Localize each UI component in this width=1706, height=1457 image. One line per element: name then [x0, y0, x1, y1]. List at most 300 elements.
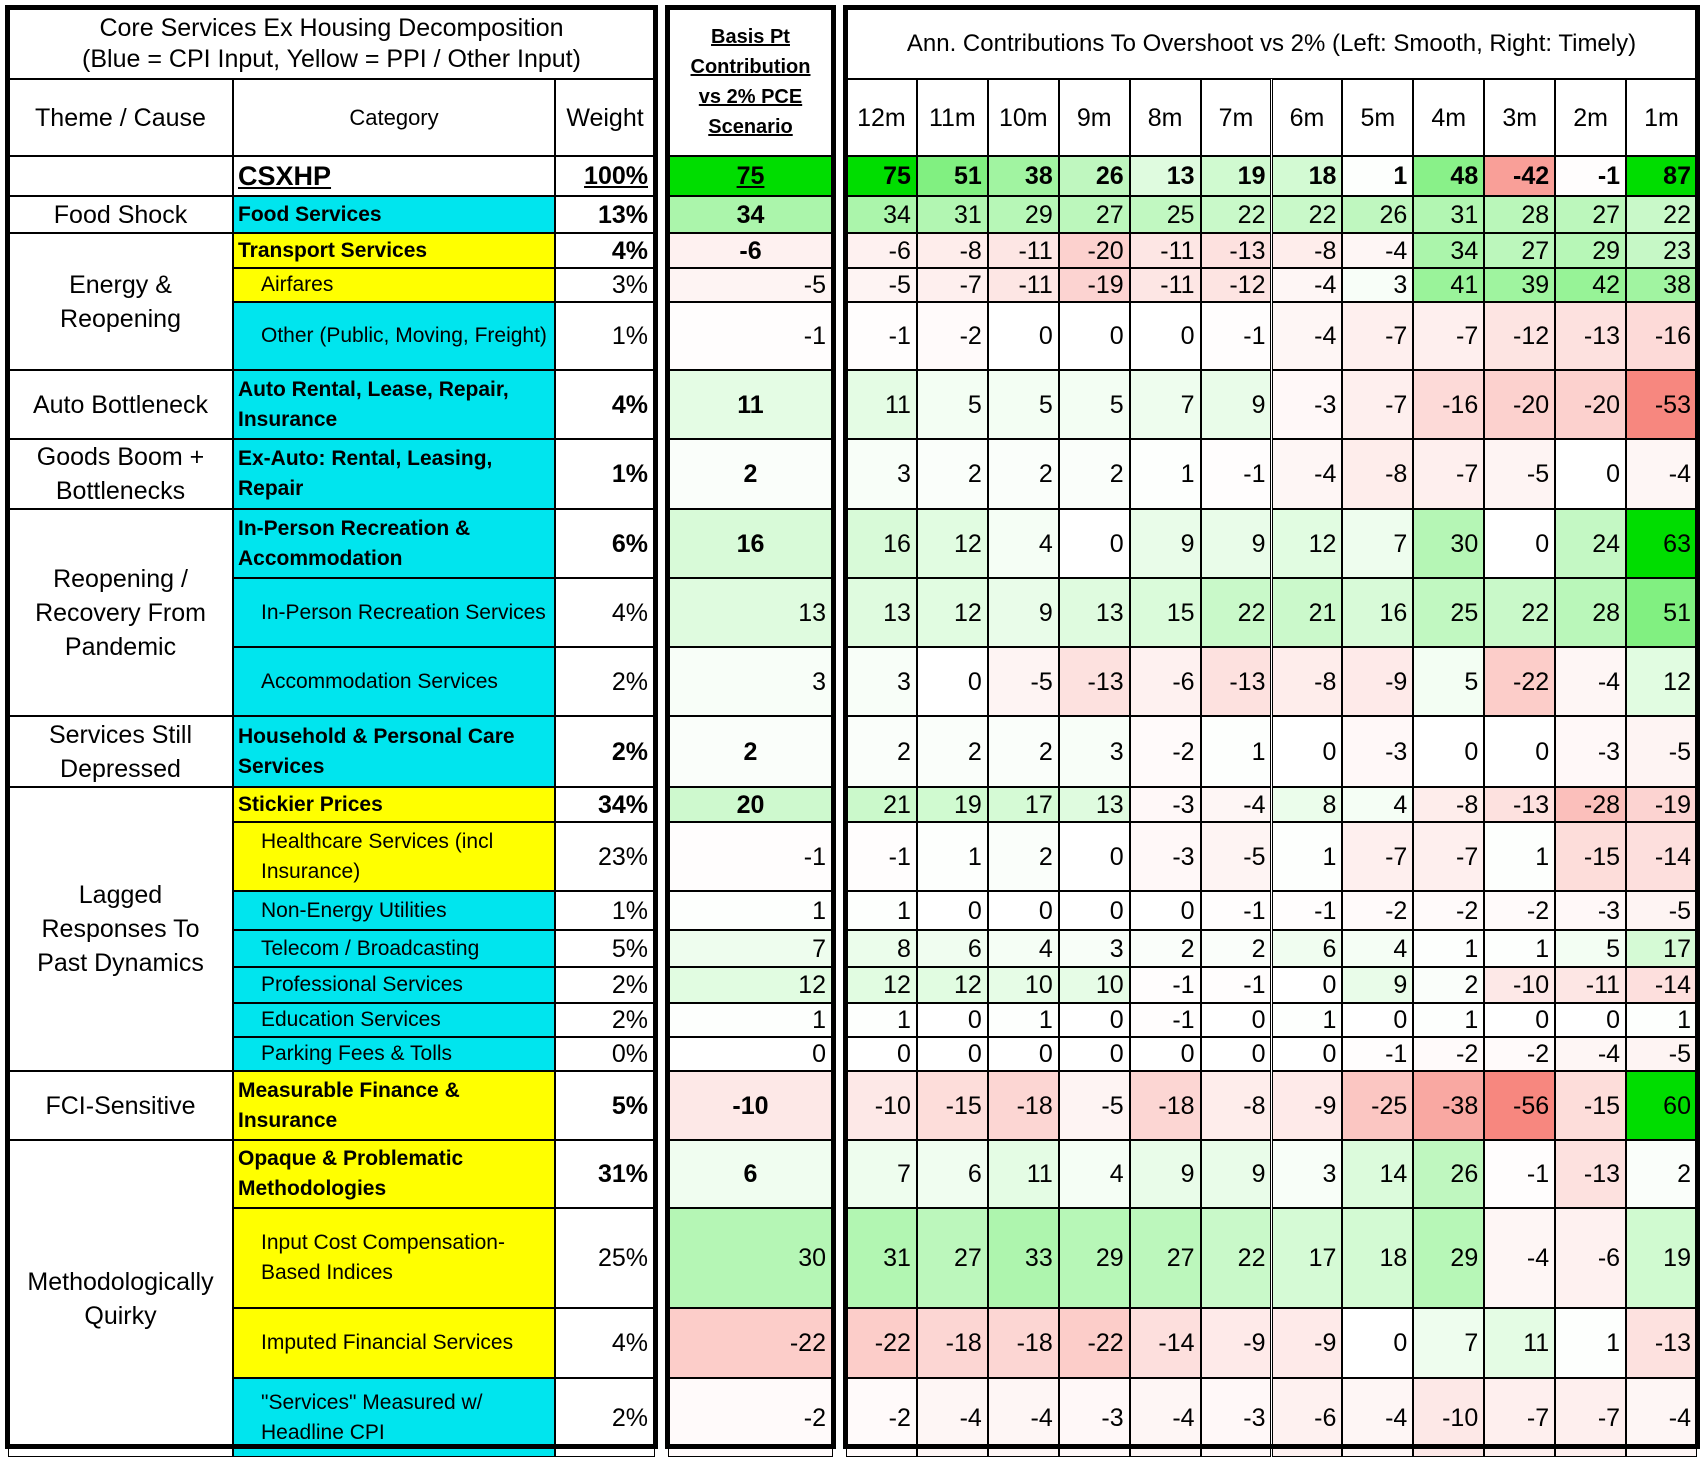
value-cell: -5 [1484, 439, 1555, 509]
value-cell: -8 [1201, 1071, 1272, 1140]
value-cell: 1 [846, 1003, 917, 1037]
value-cell: 1 [1342, 156, 1413, 196]
value-cell: 0 [1059, 822, 1130, 891]
value-cell: 18 [1272, 156, 1343, 196]
weight-cell: 3% [555, 268, 655, 302]
value-cell: 7 [1413, 1308, 1484, 1378]
value-cell: 0 [1484, 1003, 1555, 1037]
value-cell: 1 [1484, 930, 1555, 967]
value-cell: -18 [917, 1308, 988, 1378]
value-cell: 0 [1059, 509, 1130, 578]
theme-cell: Lagged Responses To Past Dynamics [8, 787, 233, 1071]
value-cell: -2 [1484, 891, 1555, 930]
value-cell: 14 [1342, 1140, 1413, 1208]
value-cell: 9 [1201, 509, 1272, 578]
theme-cell: FCI-Sensitive [8, 1071, 233, 1140]
value-cell: 25 [1413, 578, 1484, 647]
value-cell: -1 [1130, 967, 1201, 1003]
value-cell: -6 [1555, 1208, 1626, 1308]
value-cell: -8 [1342, 439, 1413, 509]
weight-cell: 2% [555, 647, 655, 716]
basis-header [668, 8, 833, 156]
basis-cell: 11 [668, 370, 833, 439]
theme-cell: Energy & Reopening [8, 233, 233, 370]
value-cell: 12 [917, 509, 988, 578]
value-cell: -18 [988, 1071, 1059, 1140]
value-cell: -2 [1413, 1037, 1484, 1071]
value-cell: 0 [1130, 302, 1201, 370]
value-cell: -18 [1130, 1071, 1201, 1140]
value-cell: -7 [1413, 439, 1484, 509]
basis-header-line: Contribution [690, 56, 811, 78]
value-cell: 22 [1201, 1208, 1272, 1308]
weight-cell: 6% [555, 509, 655, 578]
value-cell: -4 [917, 1378, 988, 1457]
weight-cell: 4% [555, 370, 655, 439]
value-cell: 2 [988, 822, 1059, 891]
weight-cell: 1% [555, 439, 655, 509]
value-cell: 0 [988, 1037, 1059, 1071]
value-cell: 1 [1130, 439, 1201, 509]
value-cell: -5 [988, 647, 1059, 716]
value-cell: 0 [917, 1003, 988, 1037]
value-cell: -2 [917, 302, 988, 370]
basis-cell: -1 [668, 822, 833, 891]
value-cell: 21 [846, 787, 917, 822]
value-cell: 9 [1130, 1140, 1201, 1208]
value-cell: 0 [1059, 1003, 1130, 1037]
period-header: 8m [1130, 79, 1201, 156]
value-cell: 2 [917, 716, 988, 787]
value-cell: 17 [1272, 1208, 1343, 1308]
value-cell: 0 [917, 1037, 988, 1071]
title-line-2: (Blue = CPI Input, Yellow = PPI / Other Input) [82, 44, 581, 73]
value-cell: 10 [988, 967, 1059, 1003]
value-cell: -22 [1484, 647, 1555, 716]
basis-cell: -1 [668, 302, 833, 370]
value-cell: 1 [1413, 1003, 1484, 1037]
value-cell: -11 [1130, 268, 1201, 302]
value-cell: -4 [1342, 233, 1413, 268]
value-cell: 29 [1059, 1208, 1130, 1308]
value-cell: -4 [1201, 787, 1272, 822]
value-cell: -1 [1342, 1037, 1413, 1071]
value-cell: 26 [1413, 1140, 1484, 1208]
value-cell: -19 [1626, 787, 1697, 822]
value-cell: -9 [1342, 647, 1413, 716]
value-cell: -7 [1484, 1378, 1555, 1457]
value-cell: 29 [988, 196, 1059, 233]
value-cell: -6 [1130, 647, 1201, 716]
value-cell: 1 [988, 1003, 1059, 1037]
value-cell: -22 [1059, 1308, 1130, 1378]
weight-cell: 13% [555, 196, 655, 233]
value-cell: 18 [1342, 1208, 1413, 1308]
category-cell: Transport Services [233, 233, 555, 268]
value-cell: -1 [1484, 1140, 1555, 1208]
weight-header: Weight [555, 79, 655, 156]
value-cell: 60 [1626, 1071, 1697, 1140]
value-cell: 29 [1413, 1208, 1484, 1308]
value-cell: -15 [1555, 1071, 1626, 1140]
value-cell: 16 [846, 509, 917, 578]
category-cell: Household & Personal Care Services [233, 716, 555, 787]
value-cell: -8 [1272, 233, 1343, 268]
value-cell: 12 [917, 967, 988, 1003]
period-header: 5m [1342, 79, 1413, 156]
table-title [8, 8, 655, 79]
value-cell: 25 [1130, 196, 1201, 233]
value-cell: 0 [1059, 1037, 1130, 1071]
value-cell: -12 [1484, 302, 1555, 370]
category-cell: Education Services [233, 1003, 555, 1037]
value-cell: 5 [1413, 647, 1484, 716]
value-cell: 9 [1342, 967, 1413, 1003]
period-header: 12m [846, 79, 917, 156]
value-cell: 1 [1484, 822, 1555, 891]
basis-header-line: Scenario [708, 116, 793, 138]
value-cell: -6 [1272, 1378, 1343, 1457]
value-cell: 2 [1626, 1140, 1697, 1208]
value-cell: 29 [1555, 233, 1626, 268]
value-cell: 19 [917, 787, 988, 822]
value-cell: 4 [1059, 1140, 1130, 1208]
value-cell: 0 [1413, 716, 1484, 787]
period-header: 3m [1484, 79, 1555, 156]
value-cell: 24 [1555, 509, 1626, 578]
value-cell: 0 [917, 647, 988, 716]
value-cell: 8 [846, 930, 917, 967]
basis-cell: 3 [668, 647, 833, 716]
value-cell: 0 [1130, 891, 1201, 930]
value-cell: -4 [1272, 439, 1343, 509]
value-cell: -6 [846, 233, 917, 268]
value-cell: 15 [1130, 578, 1201, 647]
value-cell: 1 [1626, 1003, 1697, 1037]
value-cell: -4 [1130, 1378, 1201, 1457]
category-cell: Food Services [233, 196, 555, 233]
theme-cell: Methodologically Quirky [8, 1140, 233, 1457]
value-cell: -19 [1059, 268, 1130, 302]
value-cell: -14 [1626, 967, 1697, 1003]
value-cell: -1 [1201, 891, 1272, 930]
value-cell: -2 [846, 1378, 917, 1457]
basis-cell: 12 [668, 967, 833, 1003]
basis-cell: 20 [668, 787, 833, 822]
value-cell: -56 [1484, 1071, 1555, 1140]
value-cell: 4 [988, 930, 1059, 967]
category-cell: CSXHP [233, 156, 555, 196]
value-cell: -2 [1130, 716, 1201, 787]
value-cell: 2 [917, 439, 988, 509]
basis-cell: -6 [668, 233, 833, 268]
value-cell: 2 [1413, 967, 1484, 1003]
value-cell: -8 [917, 233, 988, 268]
weight-cell: 25% [555, 1208, 655, 1308]
value-cell: 2 [1059, 439, 1130, 509]
period-header: 7m [1201, 79, 1272, 156]
value-cell: -5 [1626, 1037, 1697, 1071]
value-cell: -18 [988, 1308, 1059, 1378]
value-cell: 26 [1342, 196, 1413, 233]
value-cell: 27 [1484, 233, 1555, 268]
value-cell: 27 [1130, 1208, 1201, 1308]
value-cell: -7 [1342, 302, 1413, 370]
category-cell: Ex-Auto: Rental, Leasing, Repair [233, 439, 555, 509]
value-cell: 22 [1484, 578, 1555, 647]
value-cell: -5 [846, 268, 917, 302]
annualized-header: Ann. Contributions To Overshoot vs 2% (Left: Smooth, Right: Timely) [846, 8, 1697, 79]
value-cell: -20 [1555, 370, 1626, 439]
value-cell: 0 [1059, 302, 1130, 370]
period-header: 4m [1413, 79, 1484, 156]
value-cell: 0 [1201, 1003, 1272, 1037]
value-cell: 0 [1272, 1037, 1343, 1071]
value-cell: -9 [1272, 1308, 1343, 1378]
value-cell: -25 [1342, 1071, 1413, 1140]
period-header: 6m [1272, 79, 1343, 156]
value-cell: 17 [988, 787, 1059, 822]
value-cell: -4 [988, 1378, 1059, 1457]
category-cell: Accommodation Services [233, 647, 555, 716]
value-cell: 33 [988, 1208, 1059, 1308]
value-cell: 38 [1626, 268, 1697, 302]
value-cell: -11 [1130, 233, 1201, 268]
value-cell: 3 [846, 647, 917, 716]
value-cell: -11 [988, 233, 1059, 268]
value-cell: 3 [1272, 1140, 1343, 1208]
category-cell: In-Person Recreation Services [233, 578, 555, 647]
value-cell: 0 [846, 1037, 917, 1071]
value-cell: -1 [1201, 302, 1272, 370]
value-cell: -13 [1484, 787, 1555, 822]
basis-cell: 34 [668, 196, 833, 233]
value-cell: 11 [988, 1140, 1059, 1208]
value-cell: -3 [1555, 891, 1626, 930]
value-cell: 7 [846, 1140, 917, 1208]
basis-cell: 1 [668, 1003, 833, 1037]
theme-cell: Auto Bottleneck [8, 370, 233, 439]
value-cell: 11 [846, 370, 917, 439]
value-cell: 22 [1201, 578, 1272, 647]
value-cell: 0 [1555, 439, 1626, 509]
value-cell: 2 [846, 716, 917, 787]
value-cell: -3 [1130, 822, 1201, 891]
value-cell: -7 [1413, 302, 1484, 370]
basis-cell: -5 [668, 268, 833, 302]
value-cell: 12 [1272, 509, 1343, 578]
value-cell: -5 [1059, 1071, 1130, 1140]
value-cell: -15 [1555, 822, 1626, 891]
value-cell: 3 [1059, 930, 1130, 967]
category-cell: "Services" Measured w/ Headline CPI [233, 1378, 555, 1457]
value-cell: -28 [1555, 787, 1626, 822]
value-cell: -5 [1626, 716, 1697, 787]
weight-cell: 4% [555, 578, 655, 647]
category-cell: Professional Services [233, 967, 555, 1003]
value-cell: 38 [988, 156, 1059, 196]
value-cell: -20 [1059, 233, 1130, 268]
category-cell: Healthcare Services (incl Insurance) [233, 822, 555, 891]
value-cell: 26 [1059, 156, 1130, 196]
value-cell: -2 [1484, 1037, 1555, 1071]
period-header: 11m [917, 79, 988, 156]
value-cell: -14 [1130, 1308, 1201, 1378]
value-cell: 3 [846, 439, 917, 509]
category-cell: Airfares [233, 268, 555, 302]
value-cell: 4 [988, 509, 1059, 578]
category-cell: In-Person Recreation & Accommodation [233, 509, 555, 578]
value-cell: -13 [1201, 647, 1272, 716]
basis-cell: 16 [668, 509, 833, 578]
value-cell: 9 [1201, 370, 1272, 439]
value-cell: 39 [1484, 268, 1555, 302]
basis-header-line: vs 2% PCE [698, 86, 803, 108]
value-cell: -13 [1201, 233, 1272, 268]
value-cell: -1 [1555, 156, 1626, 196]
basis-cell: -2 [668, 1378, 833, 1457]
value-cell: -3 [1059, 1378, 1130, 1457]
category-cell: Parking Fees & Tolls [233, 1037, 555, 1071]
value-cell: -4 [1342, 1378, 1413, 1457]
period-header: 10m [988, 79, 1059, 156]
value-cell: -7 [1342, 822, 1413, 891]
value-cell: 19 [1201, 156, 1272, 196]
value-cell: 0 [1272, 967, 1343, 1003]
value-cell: -11 [1555, 967, 1626, 1003]
value-cell: 0 [1201, 1037, 1272, 1071]
value-cell: 48 [1413, 156, 1484, 196]
theme-cell [8, 156, 233, 196]
category-cell: Telecom / Broadcasting [233, 930, 555, 967]
basis-cell: 2 [668, 439, 833, 509]
value-cell: 28 [1555, 578, 1626, 647]
value-cell: -3 [1555, 716, 1626, 787]
value-cell: -4 [1484, 1208, 1555, 1308]
value-cell: -4 [1626, 1378, 1697, 1457]
value-cell: 34 [846, 196, 917, 233]
value-cell: 6 [917, 1140, 988, 1208]
value-cell: -22 [846, 1308, 917, 1378]
value-cell: 0 [988, 891, 1059, 930]
value-cell: -1 [846, 302, 917, 370]
value-cell: -4 [1555, 1037, 1626, 1071]
theme-cell: Goods Boom + Bottlenecks [8, 439, 233, 509]
basis-cell: 13 [668, 578, 833, 647]
value-cell: 75 [846, 156, 917, 196]
weight-cell: 4% [555, 1308, 655, 1378]
category-header: Category [233, 79, 555, 156]
basis-header-line: Basis Pt [711, 26, 790, 48]
theme-cell: Services Still Depressed [8, 716, 233, 787]
value-cell: 5 [917, 370, 988, 439]
value-cell: 27 [1059, 196, 1130, 233]
value-cell: 16 [1342, 578, 1413, 647]
theme-header: Theme / Cause [8, 79, 233, 156]
period-header: 9m [1059, 79, 1130, 156]
basis-cell: 7 [668, 930, 833, 967]
value-cell: 1 [1272, 1003, 1343, 1037]
value-cell: -8 [1272, 647, 1343, 716]
value-cell: -1 [1201, 439, 1272, 509]
value-cell: 4 [1342, 787, 1413, 822]
value-cell: -4 [1272, 268, 1343, 302]
value-cell: -14 [1626, 822, 1697, 891]
value-cell: 0 [1484, 509, 1555, 578]
value-cell: 28 [1484, 196, 1555, 233]
value-cell: -53 [1626, 370, 1697, 439]
value-cell: 0 [988, 302, 1059, 370]
value-cell: 41 [1413, 268, 1484, 302]
value-cell: -8 [1413, 787, 1484, 822]
value-cell: -42 [1484, 156, 1555, 196]
value-cell: 19 [1626, 1208, 1697, 1308]
value-cell: 22 [1626, 196, 1697, 233]
value-cell: 27 [1555, 196, 1626, 233]
value-cell: 11 [1484, 1308, 1555, 1378]
theme-cell: Reopening / Recovery From Pandemic [8, 509, 233, 716]
value-cell: 51 [1626, 578, 1697, 647]
value-cell: 42 [1555, 268, 1626, 302]
value-cell: 4 [1342, 930, 1413, 967]
value-cell: -10 [1413, 1378, 1484, 1457]
category-cell: Non-Energy Utilities [233, 891, 555, 930]
value-cell: 7 [1130, 370, 1201, 439]
value-cell: -3 [1342, 716, 1413, 787]
weight-cell: 1% [555, 302, 655, 370]
value-cell: -10 [846, 1071, 917, 1140]
category-cell: Stickier Prices [233, 787, 555, 822]
category-cell: Measurable Finance & Insurance [233, 1071, 555, 1140]
basis-cell: -10 [668, 1071, 833, 1140]
value-cell: -20 [1484, 370, 1555, 439]
value-cell: -4 [1555, 647, 1626, 716]
weight-cell: 1% [555, 891, 655, 930]
basis-cell: 30 [668, 1208, 833, 1308]
value-cell: 5 [1555, 930, 1626, 967]
category-cell: Opaque & Problematic Methodologies [233, 1140, 555, 1208]
weight-cell: 31% [555, 1140, 655, 1208]
basis-cell: 0 [668, 1037, 833, 1071]
value-cell: 10 [1059, 967, 1130, 1003]
value-cell: 9 [988, 578, 1059, 647]
value-cell: 51 [917, 156, 988, 196]
value-cell: -7 [1555, 1378, 1626, 1457]
basis-cell: 1 [668, 891, 833, 930]
category-cell: Auto Rental, Lease, Repair, Insurance [233, 370, 555, 439]
value-cell: -1 [1130, 1003, 1201, 1037]
value-cell: -1 [846, 822, 917, 891]
value-cell: 2 [1201, 930, 1272, 967]
value-cell: -13 [1555, 1140, 1626, 1208]
weight-cell: 5% [555, 1071, 655, 1140]
value-cell: 17 [1626, 930, 1697, 967]
title-line-1: Core Services Ex Housing Decomposition [99, 13, 564, 42]
weight-cell: 100% [555, 156, 655, 196]
value-cell: 2 [1130, 930, 1201, 967]
value-cell: 1 [917, 822, 988, 891]
value-cell: -1 [1201, 967, 1272, 1003]
value-cell: -11 [988, 268, 1059, 302]
weight-cell: 34% [555, 787, 655, 822]
value-cell: 13 [1059, 578, 1130, 647]
value-cell: 1 [1201, 716, 1272, 787]
value-cell: 0 [1555, 1003, 1626, 1037]
value-cell: -13 [1626, 1308, 1697, 1378]
value-cell: 3 [1059, 716, 1130, 787]
value-cell: -7 [1413, 822, 1484, 891]
value-cell: -3 [1272, 370, 1343, 439]
